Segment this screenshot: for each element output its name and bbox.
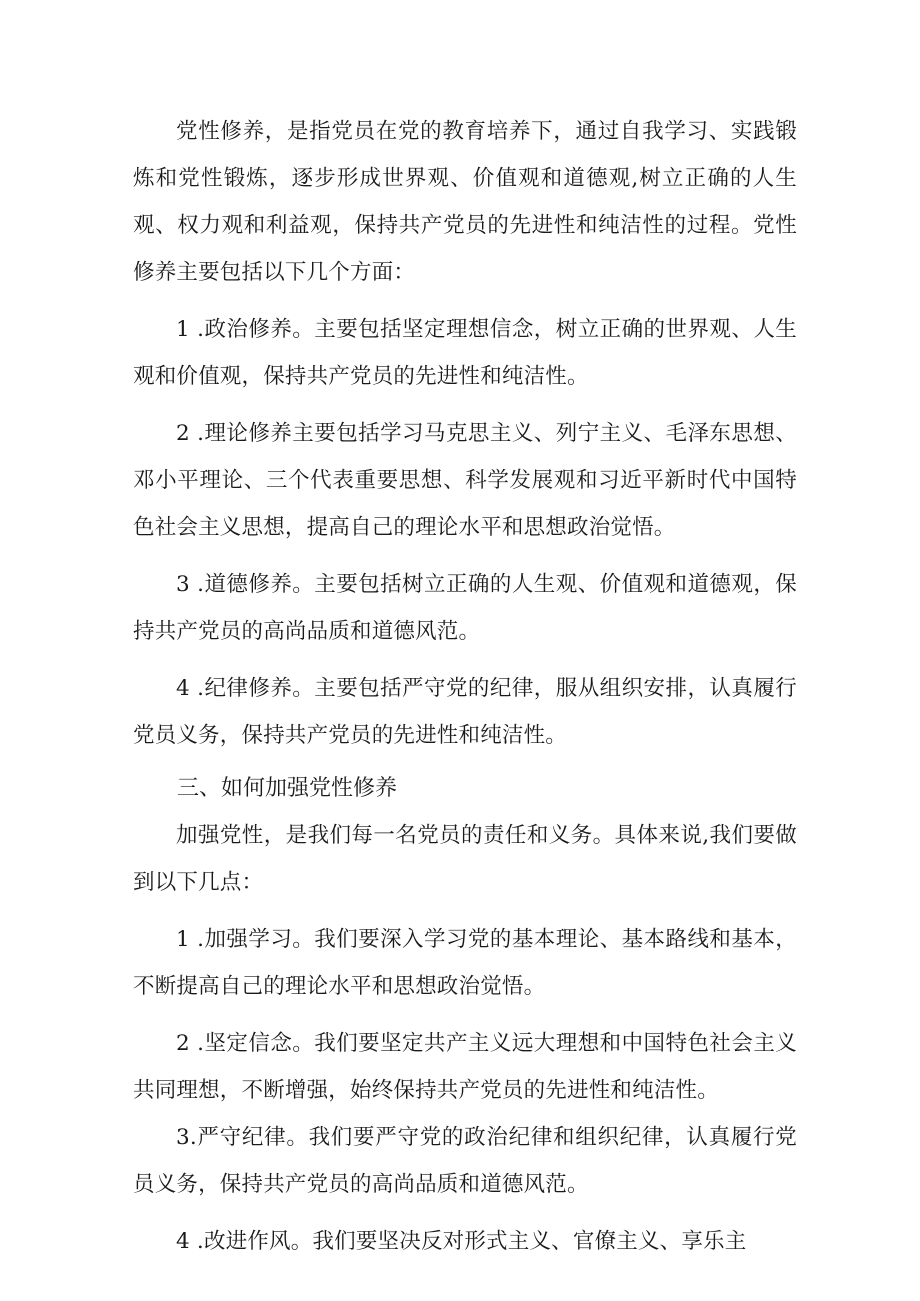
document-body <box>133 108 797 1265</box>
measure-paragraph-3: 3.严守纪律。我们要严守党的政治纪律和组织纪律，认真履行党员义务，保持共产党员的高尚品质和道德风范。 <box>133 1125 797 1197</box>
measure-paragraph-1: 1 .加强学习。我们要深入学习党的基本理论、基本路线和基本，不断提高自己的理论水平和思想政治觉悟。 <box>133 927 797 999</box>
aspect-paragraph-4: 4 .纪律修养。主要包括严守党的纪律，服从组织安排，认真履行党员义务，保持共产党员的先进性和纯洁性。 <box>133 676 797 748</box>
section-intro-paragraph: 加强党性，是我们每一名党员的责任和义务。具体来说,我们要做到以下几点： <box>133 823 797 895</box>
section-heading: 三、如何加强党性修养 <box>177 776 398 801</box>
aspect-paragraph-3: 3 .道德修养。主要包括树立正确的人生观、价值观和道德观，保持共产党员的高尚品质和道德风范。 <box>133 572 797 644</box>
measure-paragraph-4: 4 .改进作风。我们要坚决反对形式主义、官僚主义、享乐主 <box>176 1229 747 1254</box>
aspect-paragraph-2: 2 .理论修养主要包括学习马克思主义、列宁主义、毛泽东思想、邓小平理论、三个代表重要思想、科学发展观和习近平新时代中国特色社会主义思想，提高自己的理论水平和思想政治觉悟。 <box>133 421 797 540</box>
aspect-paragraph-1: 1 .政治修养。主要包括坚定理想信念，树立正确的世界观、人生观和价值观，保持共产党员的先进性和纯洁性。 <box>133 317 797 389</box>
intro-paragraph: 党性修养，是指党员在党的教育培养下，通过自我学习、实践锻炼和党性锻炼，逐步形成世界观、价值观和道德观,树立正确的人生观、权力观和利益观，保持共产党员的先进性和纯洁性的过程。党性修养主要包括以下几个方面： <box>133 119 797 285</box>
measure-paragraph-2: 2 .坚定信念。我们要坚定共产主义远大理想和中国特色社会主义共同理想，不断增强，始终保持共产党员的先进性和纯洁性。 <box>133 1031 797 1103</box>
